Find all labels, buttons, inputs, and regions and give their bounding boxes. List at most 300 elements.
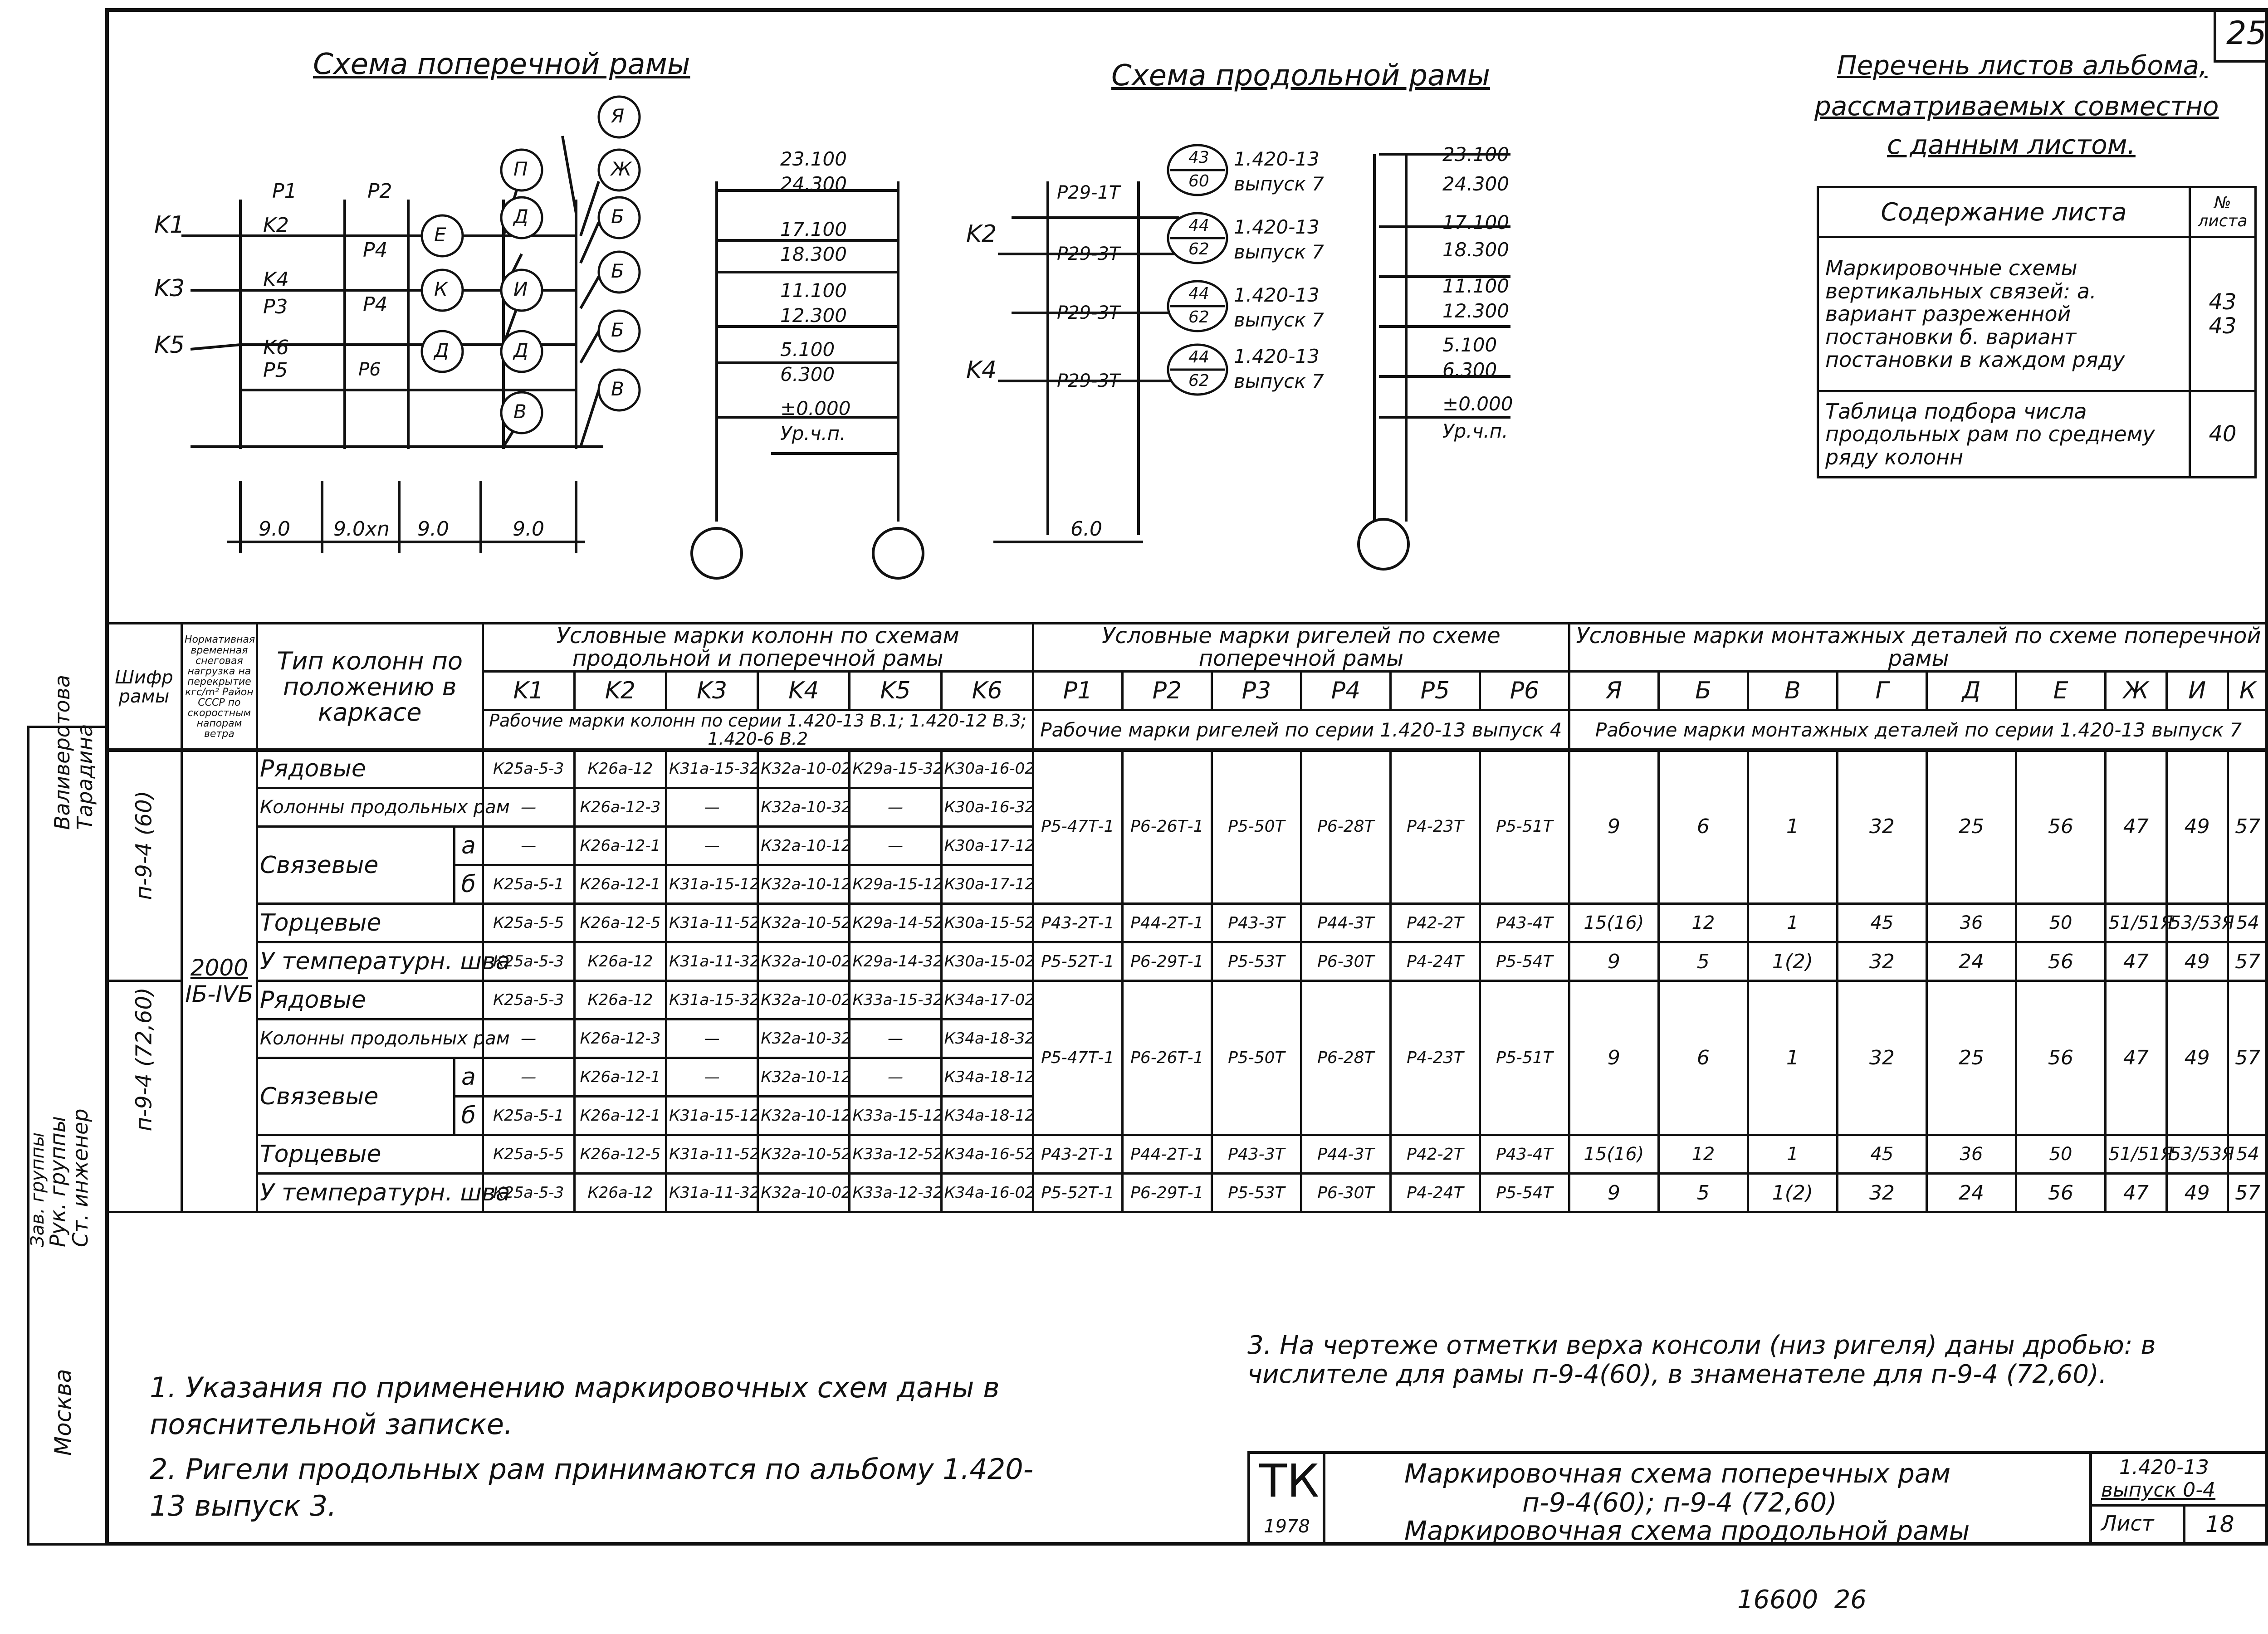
long-col-k4: K4: [966, 356, 997, 384]
col-label-k1: K1: [154, 211, 185, 239]
circle-label-d1: Д: [513, 205, 528, 228]
raft-label-p6: P6: [358, 359, 381, 380]
long-beam-4: P29-3Т: [1057, 371, 1120, 391]
ref-1-bot: 60: [1188, 172, 1209, 190]
column-mark: К32а-10-32: [758, 1019, 850, 1058]
column-mark: К29а-14-32: [850, 942, 941, 981]
sub-b: б: [455, 1097, 483, 1135]
key-k: К: [2228, 671, 2268, 710]
circle-label-b2: Б: [611, 260, 624, 282]
load-value: 2000: [190, 954, 248, 981]
circle-label-b3: Б: [611, 319, 624, 341]
level-0000: ±0.000: [780, 397, 851, 419]
raft-label-p1: P1: [272, 180, 297, 203]
frame-code: [107, 750, 182, 981]
rafter-mark: P5-52Т-1: [1033, 1174, 1122, 1212]
bottom-stamp: 16600 26: [1737, 1585, 1867, 1614]
part-mark: 32: [1837, 1174, 1926, 1212]
level-17100: 17.100: [780, 218, 847, 240]
column-mark: —: [850, 788, 941, 827]
column-mark: К32а-10-12: [758, 1097, 850, 1135]
sidebar-text-1: Валиверотова: [50, 674, 74, 830]
span-dim-2: 9.0хn: [333, 517, 390, 541]
long-level-floor: Ур.ч.п.: [1442, 420, 1508, 442]
key-p1: P1: [1033, 671, 1122, 710]
long-level-5100: 5.100: [1442, 334, 1497, 356]
part-mark: 1: [1748, 904, 1837, 942]
ref-4-series: 1.420-13: [1234, 345, 1320, 367]
column-mark: К25а-5-5: [483, 904, 574, 942]
part-mark: 5: [1658, 1174, 1748, 1212]
rafter-mark: P5-53Т: [1212, 1174, 1301, 1212]
frame-code-text: п-9-4 (60): [131, 790, 157, 900]
part-mark: 12: [1658, 904, 1748, 942]
rafter-mark: P43-4Т: [1480, 1135, 1569, 1174]
part-mark: 51/51Я: [2105, 1135, 2166, 1174]
column-mark: —: [483, 788, 574, 827]
circle-label-e: Е: [434, 224, 446, 246]
logo-cell: [1250, 1454, 1325, 1543]
sidebar-text-2: Тарадина: [73, 724, 97, 830]
part-mark: 47: [2105, 942, 2166, 981]
span-dim-4: 9.0: [513, 517, 544, 541]
column-mark: К33а-12-32: [850, 1174, 941, 1212]
list-title-1: Перечень листов альбома,: [1837, 50, 2208, 81]
column-mark: К25а-5-3: [483, 981, 574, 1019]
column-mark: К34а-17-02: [941, 981, 1033, 1019]
column-mark: К26а-12-3: [574, 1019, 666, 1058]
column-mark: К26а-12: [574, 981, 666, 1019]
circle-label-b1: Б: [611, 205, 624, 228]
key-v: В: [1748, 671, 1838, 710]
long-level-12300: 12.300: [1442, 300, 1509, 322]
rafter-mark: P6-30Т: [1301, 1174, 1390, 1212]
h-cols: Условные марки колонн по схемам продольной и поперечной рамы: [483, 624, 1033, 672]
column-mark: К26а-12-1: [574, 1097, 666, 1135]
part-mark: 47: [2105, 750, 2166, 904]
part-mark: 32: [1837, 942, 1926, 981]
part-mark: 47: [2105, 1174, 2166, 1212]
part-mark: 15(16): [1569, 904, 1658, 942]
key-k6: K6: [941, 671, 1033, 710]
key-p2: P2: [1122, 671, 1212, 710]
title-line-1: Маркировочная схема поперечных рам: [1404, 1458, 1951, 1489]
column-mark: К26а-12-1: [574, 1058, 666, 1097]
part-mark: 54: [2228, 1135, 2268, 1174]
related-sheets-table: [1817, 186, 2257, 478]
col-label-k3: K3: [154, 275, 185, 302]
rafter-mark: P6-28Т: [1301, 750, 1390, 904]
load-cell: [181, 750, 257, 1212]
rafter-mark: P5-47Т-1: [1033, 750, 1122, 904]
column-mark: —: [850, 1019, 941, 1058]
col-label-k2: K2: [263, 214, 289, 237]
column-mark: К29а-15-32: [850, 750, 941, 788]
column-mark: К25а-5-5: [483, 1135, 574, 1174]
part-mark: 51/51Я: [2105, 904, 2166, 942]
rafter-mark: P42-2Т: [1390, 904, 1480, 942]
ref-3-bot: 62: [1188, 308, 1209, 327]
rafter-mark: P4-24Т: [1390, 942, 1480, 981]
long-col-k2: K2: [966, 220, 997, 248]
part-mark: 56: [2016, 942, 2105, 981]
column-mark: К34а-18-32: [941, 1019, 1033, 1058]
column-mark: К34а-16-02: [941, 1174, 1033, 1212]
rafter-mark: P6-28Т: [1301, 981, 1390, 1135]
column-mark: К31а-15-12: [666, 865, 758, 904]
circle-label-ya: Я: [611, 105, 625, 127]
level-11100: 11.100: [780, 279, 847, 302]
ref-2-top: 44: [1188, 216, 1209, 235]
column-mark: —: [483, 827, 574, 865]
column-mark: К25а-5-3: [483, 1174, 574, 1212]
marking-table: [105, 622, 2268, 752]
key-zh: Ж: [2106, 671, 2167, 710]
column-mark: К25а-5-1: [483, 1097, 574, 1135]
sidebar-text-3: Рук. группы: [45, 1116, 70, 1247]
region-value: IБ-IVБ: [185, 980, 254, 1007]
circle-label-k: К: [434, 278, 448, 300]
table-row: [107, 942, 2268, 981]
rafter-mark: P44-2Т-1: [1122, 904, 1212, 942]
key-k5: K5: [850, 671, 941, 710]
sidebar-text-6: Москва: [50, 1369, 76, 1456]
part-mark: 1: [1748, 750, 1837, 904]
part-mark: 57: [2228, 942, 2268, 981]
column-mark: К30а-17-12: [941, 865, 1033, 904]
ref-2-issue: выпуск 7: [1234, 241, 1324, 263]
part-mark: 9: [1569, 750, 1658, 904]
column-mark: К31а-11-32: [666, 942, 758, 981]
list-row-1-text: Маркировочные схемы вертикальных связей: а. вариант разреженной постановки б. вариант постановки в каждом ряду: [1818, 237, 2190, 391]
part-mark: 36: [1926, 1135, 2016, 1174]
table-row: [107, 1174, 2268, 1212]
rafter-mark: P5-54Т: [1480, 1174, 1569, 1212]
ref-2-bot: 62: [1188, 240, 1209, 259]
ref-3-issue: выпуск 7: [1234, 309, 1324, 331]
ref-2-series: 1.420-13: [1234, 216, 1320, 238]
column-mark: —: [666, 827, 758, 865]
rafter-mark: P4-23Т: [1390, 750, 1480, 904]
ref-3-top: 44: [1188, 284, 1209, 303]
circle-label-v2: В: [611, 378, 624, 400]
column-mark: К34а-16-52: [941, 1135, 1033, 1174]
col-type: Рядовые: [257, 981, 483, 1019]
raft-label-p5: P5: [263, 359, 288, 382]
list-title-3: с данным листом.: [1887, 129, 2136, 160]
key-k1: K1: [483, 671, 574, 710]
part-mark: 54: [2228, 904, 2268, 942]
column-mark: —: [483, 1019, 574, 1058]
sheet-number: 18: [2205, 1511, 2234, 1537]
column-mark: К32а-10-12: [758, 827, 850, 865]
list-title-2: рассматриваемых совместно: [1814, 91, 2219, 122]
part-mark: 57: [2228, 981, 2268, 1135]
rafter-mark: P5-47Т-1: [1033, 981, 1122, 1135]
part-mark: 45: [1837, 1135, 1926, 1174]
rafter-mark: P6-29Т-1: [1122, 942, 1212, 981]
column-mark: К31а-15-32: [666, 750, 758, 788]
col-type: Связевые: [257, 1058, 455, 1135]
part-mark: 6: [1658, 981, 1748, 1135]
key-k3: K3: [666, 671, 758, 710]
column-mark: К32а-10-12: [758, 1058, 850, 1097]
part-mark: 49: [2166, 942, 2228, 981]
column-mark: —: [666, 1058, 758, 1097]
h-load: Нормативная временная снеговая нагрузка на перекрытие кгс/m² Район СССР по скоростным напорам ветра: [181, 624, 257, 751]
part-mark: 24: [1926, 1174, 2016, 1212]
column-mark: К29а-15-12: [850, 865, 941, 904]
list-col-no: № листа: [2190, 187, 2256, 237]
circle-label-v1: В: [513, 400, 527, 423]
column-mark: К30а-17-12: [941, 827, 1033, 865]
raft-label-p4b: P4: [363, 293, 388, 316]
rafter-mark: P43-4Т: [1480, 904, 1569, 942]
rafter-mark: P5-51Т: [1480, 981, 1569, 1135]
rafter-mark: P43-2Т-1: [1033, 904, 1122, 942]
column-mark: К26а-12-5: [574, 904, 666, 942]
sub-raft: Рабочие марки ригелей по серии 1.420-13 выпуск 4: [1033, 710, 1569, 751]
col-label-k4: K4: [263, 268, 289, 291]
key-p5: P5: [1390, 671, 1480, 710]
key-e: Е: [2016, 671, 2106, 710]
circle-label-i: И: [513, 278, 528, 300]
key-k4: K4: [758, 671, 850, 710]
ref-1-top: 43: [1188, 148, 1209, 167]
rafter-mark: P43-2Т-1: [1033, 1135, 1122, 1174]
col-type: Связевые: [257, 827, 455, 904]
col-type: Торцевые: [257, 904, 483, 942]
key-p4: P4: [1301, 671, 1390, 710]
h-frame: Шифр рамы: [107, 624, 182, 751]
sidebar-frame: [27, 726, 105, 1546]
part-mark: 53/53Я: [2166, 904, 2228, 942]
long-span-dim: 6.0: [1070, 517, 1102, 541]
column-mark: К29а-14-52: [850, 904, 941, 942]
column-mark: К32а-10-02: [758, 750, 850, 788]
column-mark: К34а-18-12: [941, 1058, 1033, 1097]
rafter-mark: P4-23Т: [1390, 981, 1480, 1135]
col-label-k5: K5: [154, 332, 185, 359]
part-mark: 53/53Я: [2166, 1135, 2228, 1174]
part-mark: 49: [2166, 1174, 2228, 1212]
part-mark: 25: [1926, 981, 2016, 1135]
column-mark: К32а-10-02: [758, 942, 850, 981]
col-label-k6: K6: [263, 336, 289, 359]
key-p6: P6: [1480, 671, 1569, 710]
column-mark: К31а-15-12: [666, 1097, 758, 1135]
part-mark: 32: [1837, 750, 1926, 904]
level-6300: 6.300: [780, 363, 835, 385]
key-i: И: [2166, 671, 2228, 710]
column-mark: К32а-10-52: [758, 904, 850, 942]
rafter-mark: P6-30Т: [1301, 942, 1390, 981]
part-mark: 1(2): [1748, 1174, 1837, 1212]
rafter-mark: P44-3Т: [1301, 904, 1390, 942]
transverse-scheme-title: Схема поперечной рамы: [313, 48, 690, 81]
page-number: 25: [2226, 15, 2267, 52]
column-mark: К26а-12-1: [574, 827, 666, 865]
long-level-18300: 18.300: [1442, 239, 1509, 261]
title-line-2: п-9-4(60); п-9-4 (72,60): [1522, 1487, 1837, 1518]
col-type: Рядовые: [257, 750, 483, 788]
part-mark: 57: [2228, 750, 2268, 904]
column-mark: К25а-5-3: [483, 750, 574, 788]
part-mark: 56: [2016, 750, 2105, 904]
part-mark: 32: [1837, 981, 1926, 1135]
list-row-2-no: 40: [2190, 391, 2256, 478]
rafter-mark: P5-51Т: [1480, 750, 1569, 904]
column-mark: —: [666, 788, 758, 827]
part-mark: 6: [1658, 750, 1748, 904]
long-level-24300: 24.300: [1442, 173, 1509, 195]
col-type: Колонны продольных рам: [257, 788, 483, 827]
ref-4-issue: выпуск 7: [1234, 370, 1324, 392]
key-p3: P3: [1212, 671, 1301, 710]
long-beam-1: P29-1Т: [1057, 182, 1120, 203]
part-mark: 9: [1569, 1174, 1658, 1212]
column-mark: К31а-11-32: [666, 1174, 758, 1212]
part-mark: 49: [2166, 981, 2228, 1135]
part-mark: 57: [2228, 1174, 2268, 1212]
title-block: [1247, 1451, 2268, 1546]
long-level-17100: 17.100: [1442, 211, 1509, 234]
column-mark: К32а-10-02: [758, 1174, 850, 1212]
column-mark: К33а-15-32: [850, 981, 941, 1019]
ref-1-issue: выпуск 7: [1234, 173, 1324, 195]
ref-4-top: 44: [1188, 348, 1209, 366]
part-mark: 50: [2016, 1135, 2105, 1174]
ref-1-series: 1.420-13: [1234, 148, 1320, 170]
part-mark: 1: [1748, 1135, 1837, 1174]
series: 1.420-13: [2119, 1456, 2209, 1479]
rafter-mark: P43-3Т: [1212, 904, 1301, 942]
column-mark: К32а-10-02: [758, 981, 850, 1019]
long-beam-2: P29-3Т: [1057, 244, 1120, 264]
level-24300: 24.300: [780, 173, 847, 195]
column-mark: —: [666, 1019, 758, 1058]
column-mark: К31а-11-52: [666, 1135, 758, 1174]
column-mark: —: [850, 1058, 941, 1097]
sub-cols: Рабочие марки колонн по серии 1.420-13 В.1; 1.420-12 В.3; 1.420-6 В.2: [483, 710, 1033, 751]
column-mark: К26а-12-1: [574, 865, 666, 904]
part-mark: 56: [2016, 1174, 2105, 1212]
title-line-3: Маркировочная схема продольной рамы: [1404, 1515, 1970, 1546]
column-mark: К25а-5-1: [483, 865, 574, 904]
column-mark: К30а-15-52: [941, 904, 1033, 942]
column-mark: К32а-10-12: [758, 865, 850, 904]
sub-a: а: [455, 1058, 483, 1097]
column-mark: К30а-15-02: [941, 942, 1033, 981]
circle-label-d3: Д: [513, 339, 528, 361]
longitudinal-scheme-title: Схема продольной рамы: [1111, 59, 1491, 93]
col-type: Торцевые: [257, 1135, 483, 1174]
note-1: 1. Указания по применению маркировочных схем даны в пояснительной записке.: [150, 1371, 1000, 1441]
col-type: Колонны продольных рам: [257, 1019, 483, 1058]
long-level-0000: ±0.000: [1442, 393, 1513, 415]
column-mark: К26а-12: [574, 942, 666, 981]
part-mark: 45: [1837, 904, 1926, 942]
key-ya: Я: [1569, 671, 1658, 710]
part-mark: 47: [2105, 981, 2166, 1135]
part-mark: 1: [1748, 981, 1837, 1135]
raft-label-p4: P4: [363, 239, 388, 262]
part-mark: 9: [1569, 942, 1658, 981]
circle-label-p: П: [513, 158, 528, 180]
part-mark: 49: [2166, 750, 2228, 904]
list-row-2-text: Таблица подбора числа продольных рам по среднему ряду колонн: [1818, 391, 2190, 478]
column-mark: К34а-18-12: [941, 1097, 1033, 1135]
level-12300: 12.300: [780, 304, 847, 327]
ref-3-series: 1.420-13: [1234, 284, 1320, 306]
column-mark: К26а-12-5: [574, 1135, 666, 1174]
rafter-mark: P5-52Т-1: [1033, 942, 1122, 981]
level-floor: Ур.ч.п.: [780, 422, 846, 444]
list-col-content: Содержание листа: [1818, 187, 2190, 237]
rafter-mark: P4-24Т: [1390, 1174, 1480, 1212]
part-mark: 1(2): [1748, 942, 1837, 981]
sub-a: а: [455, 827, 483, 865]
part-mark: 5: [1658, 942, 1748, 981]
col-type: У температурн. шва: [257, 942, 483, 981]
sub-b: б: [455, 865, 483, 904]
column-mark: К30а-16-02: [941, 750, 1033, 788]
part-mark: 50: [2016, 904, 2105, 942]
rafter-mark: P6-26Т-1: [1122, 750, 1212, 904]
long-level-11100: 11.100: [1442, 275, 1509, 297]
circle-label-d2: Д: [434, 339, 449, 361]
note-3: 3. На чертеже отметки верха консоли (низ ригеля) даны дробью: в числителе для рамы п-9-4(60), в знаменателе для п-9-4 (72,60).: [1247, 1331, 2156, 1390]
column-mark: К32а-10-32: [758, 788, 850, 827]
long-level-23100: 23.100: [1442, 143, 1509, 166]
sheet-label: Лист: [2101, 1511, 2154, 1536]
tk-logo: ТК: [1259, 1454, 1320, 1507]
part-mark: 24: [1926, 942, 2016, 981]
table-row: [107, 904, 2268, 942]
rafter-mark: P5-50Т: [1212, 981, 1301, 1135]
rafter-mark: P44-2Т-1: [1122, 1135, 1212, 1174]
key-g: Г: [1838, 671, 1927, 710]
note-2: 2. Ригели продольных рам принимаются по альбому 1.420-13 выпуск 3.: [150, 1453, 1034, 1522]
long-level-6300: 6.300: [1442, 359, 1497, 381]
h-raft: Условные марки ригелей по схеме поперечной рамы: [1033, 624, 1569, 672]
frame-code: [107, 981, 182, 1212]
part-mark: 12: [1658, 1135, 1748, 1174]
h-parts: Условные марки монтажных деталей по схеме поперечной рамы: [1569, 624, 2268, 672]
key-b: Б: [1658, 671, 1748, 710]
key-d: Д: [1927, 671, 2016, 710]
column-mark: К31а-15-32: [666, 981, 758, 1019]
rafter-mark: P5-50Т: [1212, 750, 1301, 904]
rafter-mark: P5-54Т: [1480, 942, 1569, 981]
part-mark: 36: [1926, 904, 2016, 942]
table-row: [107, 981, 2268, 1019]
column-mark: К25а-5-3: [483, 942, 574, 981]
column-mark: К30а-16-32: [941, 788, 1033, 827]
level-18300: 18.300: [780, 243, 847, 265]
column-mark: К32а-10-52: [758, 1135, 850, 1174]
year: 1978: [1264, 1516, 1310, 1537]
rafter-mark: P6-26Т-1: [1122, 981, 1212, 1135]
part-mark: 56: [2016, 981, 2105, 1135]
rafter-mark: P43-3Т: [1212, 1135, 1301, 1174]
column-mark: К26а-12-3: [574, 788, 666, 827]
frame-code-text: п-9-4 (72,60): [131, 987, 157, 1131]
sub-parts: Рабочие марки монтажных деталей по серии 1.420-13 выпуск 7: [1569, 710, 2268, 751]
issue: выпуск 0-4: [2101, 1478, 2216, 1502]
span-dim-3: 9.0: [417, 517, 449, 541]
sidebar-text-4: Ст. инженер: [68, 1108, 93, 1247]
